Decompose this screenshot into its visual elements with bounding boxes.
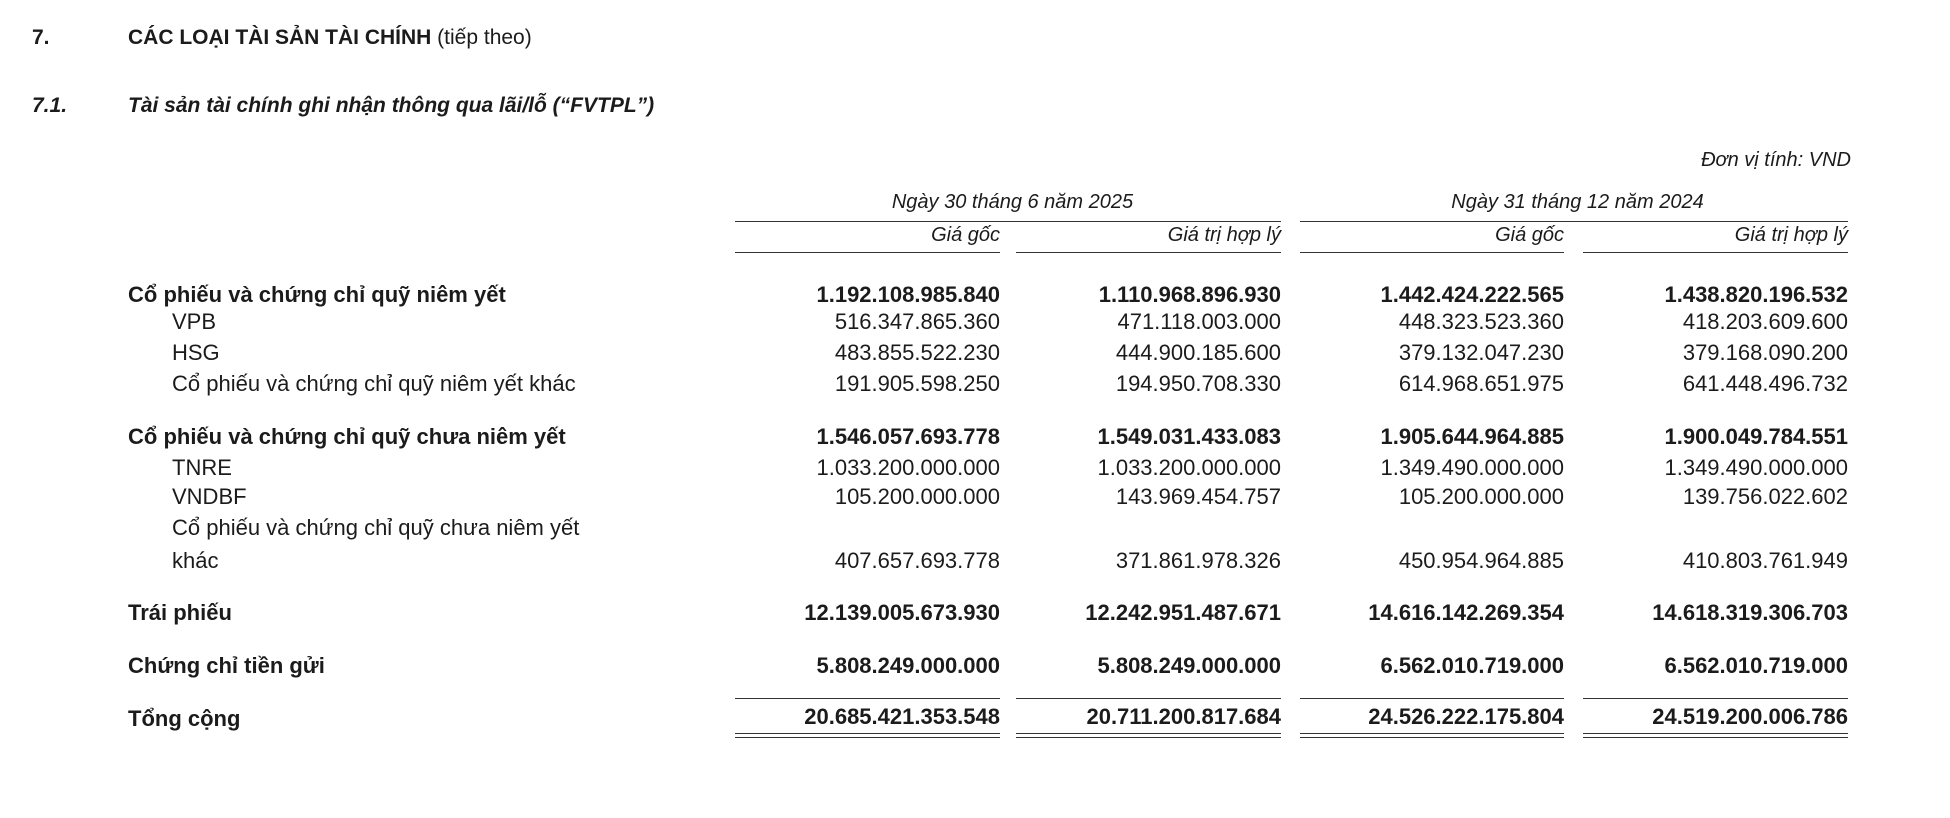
value-vndbf-fair-2024: 139.756.022.602 [1682, 484, 1848, 509]
row-label-unlisted-other: Cổ phiếu và chứng chỉ quỹ chưa niêm yết [172, 515, 580, 540]
section-number: 7. [32, 26, 50, 49]
value-deposits-cost-2025: 5.808.249.000.000 [816, 653, 1000, 678]
value-hsg-fair-2024: 379.168.090.200 [1682, 340, 1848, 365]
value-unlisted-cost-2024: 1.905.644.964.885 [1380, 424, 1564, 449]
total-top-rule-3 [1300, 698, 1564, 699]
col-header-fair-2025: Giá trị hợp lý [1167, 224, 1281, 246]
value-bonds-cost-2024: 14.616.142.269.354 [1368, 600, 1564, 625]
total-top-rule-1 [735, 698, 1000, 699]
value-tnre-fair-2025: 1.033.200.000.000 [1097, 455, 1281, 480]
total-double-rule-2a [1016, 733, 1281, 734]
value-vndbf-cost-2024: 105.200.000.000 [1398, 484, 1564, 509]
section-note: (tiếp theo) [437, 26, 532, 49]
value-total-fair-2024: 24.519.200.006.786 [1652, 704, 1848, 729]
period-rule-2024 [1300, 221, 1848, 222]
subsection-title: Tài sản tài chính ghi nhận thông qua lãi/lỗ (“FVTPL”) [128, 94, 655, 117]
total-top-rule-4 [1583, 698, 1848, 699]
value-listed-other-cost-2025: 191.905.598.250 [834, 371, 1000, 396]
value-unlisted-other-fair-2024: 410.803.761.949 [1682, 548, 1848, 573]
row-label-unlisted: Cổ phiếu và chứng chỉ quỹ chưa niêm yết [128, 424, 566, 449]
value-listed-other-fair-2024: 641.448.496.732 [1682, 371, 1848, 396]
col-header-cost-2024: Giá gốc [1495, 224, 1564, 246]
value-unlisted-cost-2025: 1.546.057.693.778 [816, 424, 1000, 449]
period-header-2024: Ngày 31 tháng 12 năm 2024 [1451, 191, 1704, 213]
value-unlisted-other-cost-2025: 407.657.693.778 [834, 548, 1000, 573]
value-vpb-fair-2024: 418.203.609.600 [1682, 309, 1848, 334]
row-label-bonds: Trái phiếu [128, 600, 232, 625]
row-label-total: Tổng cộng [128, 706, 241, 731]
total-double-rule-1b [735, 737, 1000, 738]
value-unlisted-fair-2025: 1.549.031.433.083 [1097, 424, 1281, 449]
total-top-rule-2 [1016, 698, 1281, 699]
col-header-fair-2024: Giá trị hợp lý [1734, 224, 1848, 246]
value-vndbf-cost-2025: 105.200.000.000 [834, 484, 1000, 509]
row-label-listed: Cổ phiếu và chứng chỉ quỹ niêm yết [128, 282, 506, 307]
value-listed-cost-2024: 1.442.424.222.565 [1380, 282, 1564, 307]
value-deposits-fair-2024: 6.562.010.719.000 [1664, 653, 1848, 678]
value-deposits-fair-2025: 5.808.249.000.000 [1097, 653, 1281, 678]
value-hsg-fair-2025: 444.900.185.600 [1115, 340, 1281, 365]
value-vndbf-fair-2025: 143.969.454.757 [1115, 484, 1281, 509]
row-label-unlisted-other-cont: khác [172, 548, 219, 573]
subsection-number: 7.1. [32, 94, 68, 117]
value-unlisted-other-cost-2024: 450.954.964.885 [1398, 548, 1564, 573]
row-label-tnre: TNRE [172, 455, 232, 480]
row-label-listed-other: Cổ phiếu và chứng chỉ quỹ niêm yết khác [172, 371, 576, 396]
value-bonds-fair-2024: 14.618.319.306.703 [1652, 600, 1848, 625]
value-vpb-cost-2025: 516.347.865.360 [834, 309, 1000, 334]
value-tnre-cost-2024: 1.349.490.000.000 [1380, 455, 1564, 480]
total-double-rule-3a [1300, 733, 1564, 734]
value-vpb-fair-2025: 471.118.003.000 [1117, 309, 1281, 334]
total-double-rule-3b [1300, 737, 1564, 738]
row-label-vpb: VPB [172, 309, 217, 334]
period-header-2025: Ngày 30 tháng 6 năm 2025 [891, 191, 1134, 213]
value-vpb-cost-2024: 448.323.523.360 [1398, 309, 1564, 334]
value-total-fair-2025: 20.711.200.817.684 [1086, 704, 1281, 729]
value-listed-other-fair-2025: 194.950.708.330 [1115, 371, 1281, 396]
row-label-deposits: Chứng chỉ tiền gửi [128, 653, 325, 678]
value-deposits-cost-2024: 6.562.010.719.000 [1380, 653, 1564, 678]
section-heading [128, 26, 532, 50]
col-header-cost-2025: Giá gốc [931, 224, 1000, 246]
col-rule-3 [1300, 252, 1564, 253]
value-unlisted-other-fair-2025: 371.861.978.326 [1115, 548, 1281, 573]
col-rule-1 [735, 252, 1000, 253]
unit-label: Đơn vị tính: VND [1701, 149, 1851, 171]
section-title: CÁC LOẠI TÀI SẢN TÀI CHÍNH [128, 26, 432, 49]
value-listed-other-cost-2024: 614.968.651.975 [1398, 371, 1564, 396]
value-hsg-cost-2024: 379.132.047.230 [1398, 340, 1564, 365]
value-total-cost-2025: 20.685.421.353.548 [804, 704, 1000, 729]
value-total-cost-2024: 24.526.222.175.804 [1368, 704, 1564, 729]
row-label-hsg: HSG [172, 340, 220, 365]
period-rule-2025 [735, 221, 1281, 222]
value-listed-cost-2025: 1.192.108.985.840 [816, 282, 1000, 307]
value-tnre-cost-2025: 1.033.200.000.000 [816, 455, 1000, 480]
row-label-vndbf: VNDBF [172, 484, 247, 509]
total-double-rule-4a [1583, 733, 1848, 734]
value-listed-fair-2024: 1.438.820.196.532 [1664, 282, 1848, 307]
total-double-rule-4b [1583, 737, 1848, 738]
value-bonds-fair-2025: 12.242.951.487.671 [1085, 600, 1281, 625]
value-unlisted-fair-2024: 1.900.049.784.551 [1664, 424, 1848, 449]
value-bonds-cost-2025: 12.139.005.673.930 [804, 600, 1000, 625]
total-double-rule-1a [735, 733, 1000, 734]
value-listed-fair-2025: 1.110.968.896.930 [1098, 282, 1281, 307]
value-hsg-cost-2025: 483.855.522.230 [834, 340, 1000, 365]
total-double-rule-2b [1016, 737, 1281, 738]
col-rule-2 [1016, 252, 1281, 253]
col-rule-4 [1583, 252, 1848, 253]
value-tnre-fair-2024: 1.349.490.000.000 [1664, 455, 1848, 480]
